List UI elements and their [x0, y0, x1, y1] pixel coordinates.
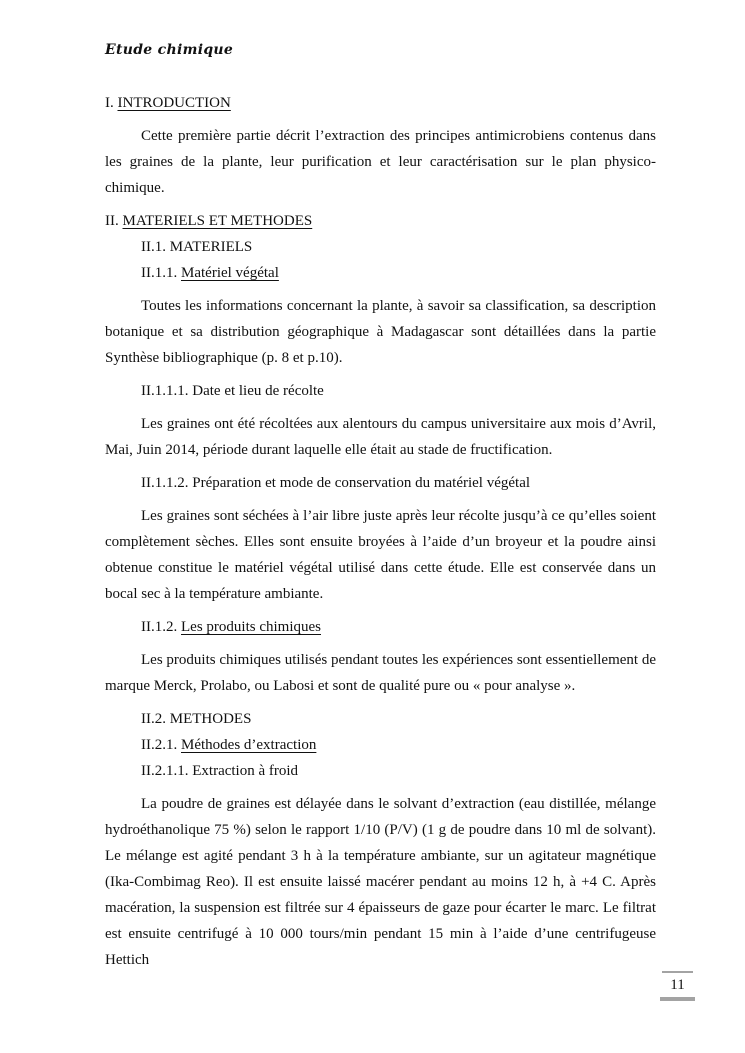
footer-rule-bottom — [660, 997, 695, 1001]
heading-number: II.2. — [141, 711, 170, 727]
document-body — [105, 90, 656, 980]
heading-title: MATERIELS ET METHODES — [122, 213, 313, 229]
heading-number: II.1.2. — [141, 619, 181, 635]
paragraph-informations-plante: Toutes les informations concernant la plante, à savoir sa classification, sa description botanique et sa distribution géographique à Madagascar sont détaillées dans la partie Synthèse bibliographique (p. 8 et p.10). — [105, 298, 656, 366]
heading-number: II.1.1.2. — [141, 475, 193, 491]
heading-title: Préparation et mode de conservation du matériel végétal — [192, 475, 531, 491]
heading-methodes — [105, 706, 656, 732]
heading-methodes-extraction — [105, 732, 656, 758]
heading-title: MATERIELS — [169, 239, 253, 255]
paragraph-produits-chimiques: Les produits chimiques utilisés pendant toutes les expériences sont essentiellement de marque Merck, Prolabo, ou Labosi et sont de qualité pure ou « pour analyse ». — [105, 652, 656, 694]
page-number: 11 — [670, 977, 685, 993]
paragraph-extraction-froid: La poudre de graines est délayée dans le solvant d’extraction (eau distillée, mélange hydroéthanolique 75 %) selon le rapport 1/10 (P/V) (1 g de poudre dans 10 ml de solvant). Le mélange est agité pendant 3 h à la température ambiante, sur un agitateur magnétique (Ika-Combimag Reo). Il est ensuite laissé macérer pendant au moins 12 h, à +4 C. Après macération, la suspension est filtrée sur 4 épaisseurs de gaze pour écarter le marc. Le filtrat est ensuite centrifugé à 10 000 tours/min pendant 15 min à l’aide d’une centrifugeuse Hettich — [105, 796, 656, 968]
heading-extraction-a-froid — [105, 758, 656, 784]
heading-title: Les produits chimiques — [181, 619, 321, 635]
paragraph-recolte: Les graines ont été récoltées aux alentours du campus universitaire aux mois d’Avril, Mai, Juin 2014, période durant laquelle elle était au stade de fructification. — [105, 416, 656, 458]
heading-date-lieu-recolte — [105, 378, 656, 404]
paragraph-introduction: Cette première partie décrit l’extraction des principes antimicrobiens contenus dans les graines de la plante, leur purification et leur caractérisation sur le plan physico-chimique. — [105, 128, 656, 196]
heading-number: II.1. — [141, 239, 170, 255]
heading-number: II.2.1.1. — [141, 763, 193, 779]
heading-produits-chimiques — [105, 614, 656, 640]
heading-number: II.1.1. — [141, 265, 181, 281]
heading-title: METHODES — [169, 711, 252, 727]
heading-title: Extraction à froid — [192, 763, 299, 779]
heading-title: Date et lieu de récolte — [192, 383, 324, 399]
heading-title: Méthodes d’extraction — [181, 737, 317, 753]
heading-materiels-et-methodes — [105, 208, 656, 234]
heading-title: Matériel végétal — [181, 265, 279, 281]
heading-number: I. — [105, 95, 118, 111]
running-header: Etude chimique — [105, 42, 234, 58]
heading-materiels — [105, 234, 656, 260]
heading-preparation-conservation — [105, 470, 656, 496]
heading-number: II.2.1. — [141, 737, 181, 753]
page-footer — [660, 971, 695, 1001]
heading-number: II.1.1.1. — [141, 383, 193, 399]
paragraph-sechage: Les graines sont séchées à l’air libre juste après leur récolte jusqu’à ce qu’elles soient complètement sèches. Elles sont ensuite broyées à l’aide d’un broyeur et la poudre ainsi obtenue constitue le matériel végétal utilisé dans cette étude. Elle est conservée dans un bocal sec à la température ambiante. — [105, 508, 656, 602]
heading-introduction — [105, 90, 656, 116]
heading-number: II. — [105, 213, 123, 229]
heading-materiel-vegetal — [105, 260, 656, 286]
heading-title: INTRODUCTION — [117, 95, 231, 111]
